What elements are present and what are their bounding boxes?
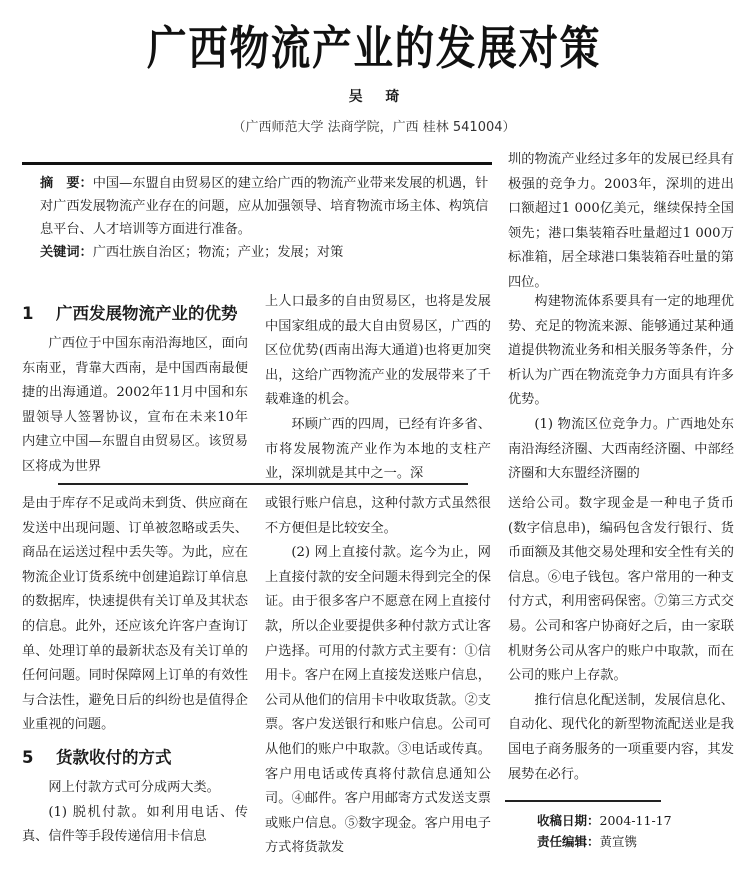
keywords-text: 广西壮族自治区；物流；产业；发展；对策 — [92, 245, 344, 260]
received-date: 2004-11-17 — [599, 813, 672, 828]
section-heading-5 — [22, 746, 248, 770]
section-number: 1 — [22, 304, 34, 323]
paragraph: (1) 物流区位竞争力。广西地处东南沿海经济圈、大西南经济圈、中部经济圈和大东盟经济圈的 — [508, 416, 734, 482]
bottom-column-2 — [265, 492, 491, 861]
section-divider — [58, 483, 468, 485]
paragraph: (2) 网上直接付款。迄今为止，网上直接付款的安全问题未得到完全的保证。由于很多客户不愿意在网上直接付款，所以企业要提供多种付款方式让客户选择。可用的付款方式主要有：①信用卡。客户在网上直接发送账户信息，公司从他们的信用卡中收取货款。②支票。客户发送银行和账户信息。公司可从他们的账户中取款。③电话或传真。客户用电话或传真将付款信息通知公司。④邮件。客户用邮寄方式发送支票或账户信息。⑤数字现金。客户用电子方式将货款发 — [265, 545, 491, 856]
section-number: 5 — [22, 747, 34, 767]
abstract-label: 摘 要： — [40, 176, 93, 191]
abstract-top-rule — [22, 162, 492, 165]
top-column-3-intro — [508, 148, 734, 296]
received-date-line — [537, 810, 737, 831]
paragraph: 网上付款方式可分成两大类。 — [48, 779, 220, 795]
section-title: 货款收付的方式 — [56, 747, 172, 767]
footnote-rule — [505, 800, 661, 802]
paragraph: 是由于库存不足或尚未到货、供应商在发送中出现问题、订单被忽略或丢失、商品在运送过程中丢失等。为此，应在物流企业订货系统中创建追踪订单信息的数据库，快速提供有关订单及其状态的信息。此外，还应该允许客户查询订单、处理订单的最新状态及有关订单的任何问题。同时保障网上订单的有效性与合法性，避免日后的纠纷也是值得企业重视的问题。 — [22, 496, 248, 733]
keywords-label: 关键词： — [40, 245, 93, 260]
bottom-column-3 — [508, 492, 734, 787]
abstract-paragraph — [40, 172, 490, 241]
top-column-3 — [508, 290, 734, 487]
paragraph: 圳的物流产业经过多年的发展已经具有极强的竞争力。2003年，深圳的进出口额超过1 000亿美元，继续保持全国领先；港口集装箱吞吐量超过1 000万标准箱，居全球港口集装箱吞吐量的第四位。 — [508, 152, 734, 290]
paragraph: 上人口最多的自由贸易区，也将是发展中国家组成的最大自由贸易区，广西的区位优势(西南出海大通道)也将更加突出，这给广西物流产业的发展带来了千载难逢的机会。 — [265, 294, 491, 408]
section-title: 广西发展物流产业的优势 — [56, 304, 238, 323]
editor-line — [537, 831, 737, 852]
bottom-column-1 — [22, 492, 248, 850]
article-meta — [537, 810, 737, 852]
article-title: 广西物流产业的发展对策 — [146, 21, 602, 75]
section-heading-1 — [22, 302, 248, 326]
editor-name: 黄宣镌 — [599, 834, 638, 849]
keywords-line — [40, 241, 490, 264]
paragraph: 广西位于中国东南沿海地区，面向东南亚，背靠大西南，是中国西南最便捷的出海通道。2002年11月中国和东盟领导人签署协议，宣布在未来10年内建立中国—东盟自由贸易区。该贸易区将成为世界 — [22, 336, 248, 474]
paragraph: (1) 脱机付款。如利用电话、传真、信件等手段传递信用卡信息 — [22, 804, 248, 845]
abstract-block — [40, 172, 490, 264]
author-name: 吴 琦 — [348, 89, 400, 105]
paragraph: 推行信息化配送制，发展信息化、自动化、现代化的新型物流配送业是我国电子商务服务的一项重要内容，其发展势在必行。 — [508, 692, 734, 782]
paragraph: 或银行账户信息，这种付款方式虽然很不方便但是比较安全。 — [265, 496, 491, 536]
top-column-1 — [22, 302, 248, 480]
paragraph: 构建物流体系要具有一定的地理优势、充足的物流来源、能够通过某种通道提供物流业务和相关服务等条件，分析认为广西在物流竞争力方面具有许多优势。 — [508, 294, 734, 408]
top-column-2 — [265, 290, 491, 487]
received-label: 收稿日期： — [537, 813, 600, 828]
author-affiliation: （广西师范大学 法商学院，广西 桂林 541004） — [232, 120, 516, 135]
paragraph: 环顾广西的四周，已经有许多省、市将发展物流产业作为本地的支柱产业，深圳就是其中之一。深 — [265, 416, 491, 482]
abstract-text: 中国—东盟自由贸易区的建立给广西的物流产业带来发展的机遇，针对广西发展物流产业存在的问题，应从加强领导、培育物流市场主体、构筑信息平台、人才培训等方面进行准备。 — [40, 176, 489, 237]
editor-label: 责任编辑： — [537, 834, 600, 849]
paragraph: 送给公司。数字现金是一种电子货币(数字信息串)，编码包含发行银行、货币面额及其他交易处理和安全性有关的信息。⑥电子钱包。客户常用的一种支付方式，利用密码保密。⑦第三方式交易。公司和客户协商好之后，由一家联机财务公司从客户的账户中取款，而在公司的账户上存款。 — [508, 496, 734, 684]
